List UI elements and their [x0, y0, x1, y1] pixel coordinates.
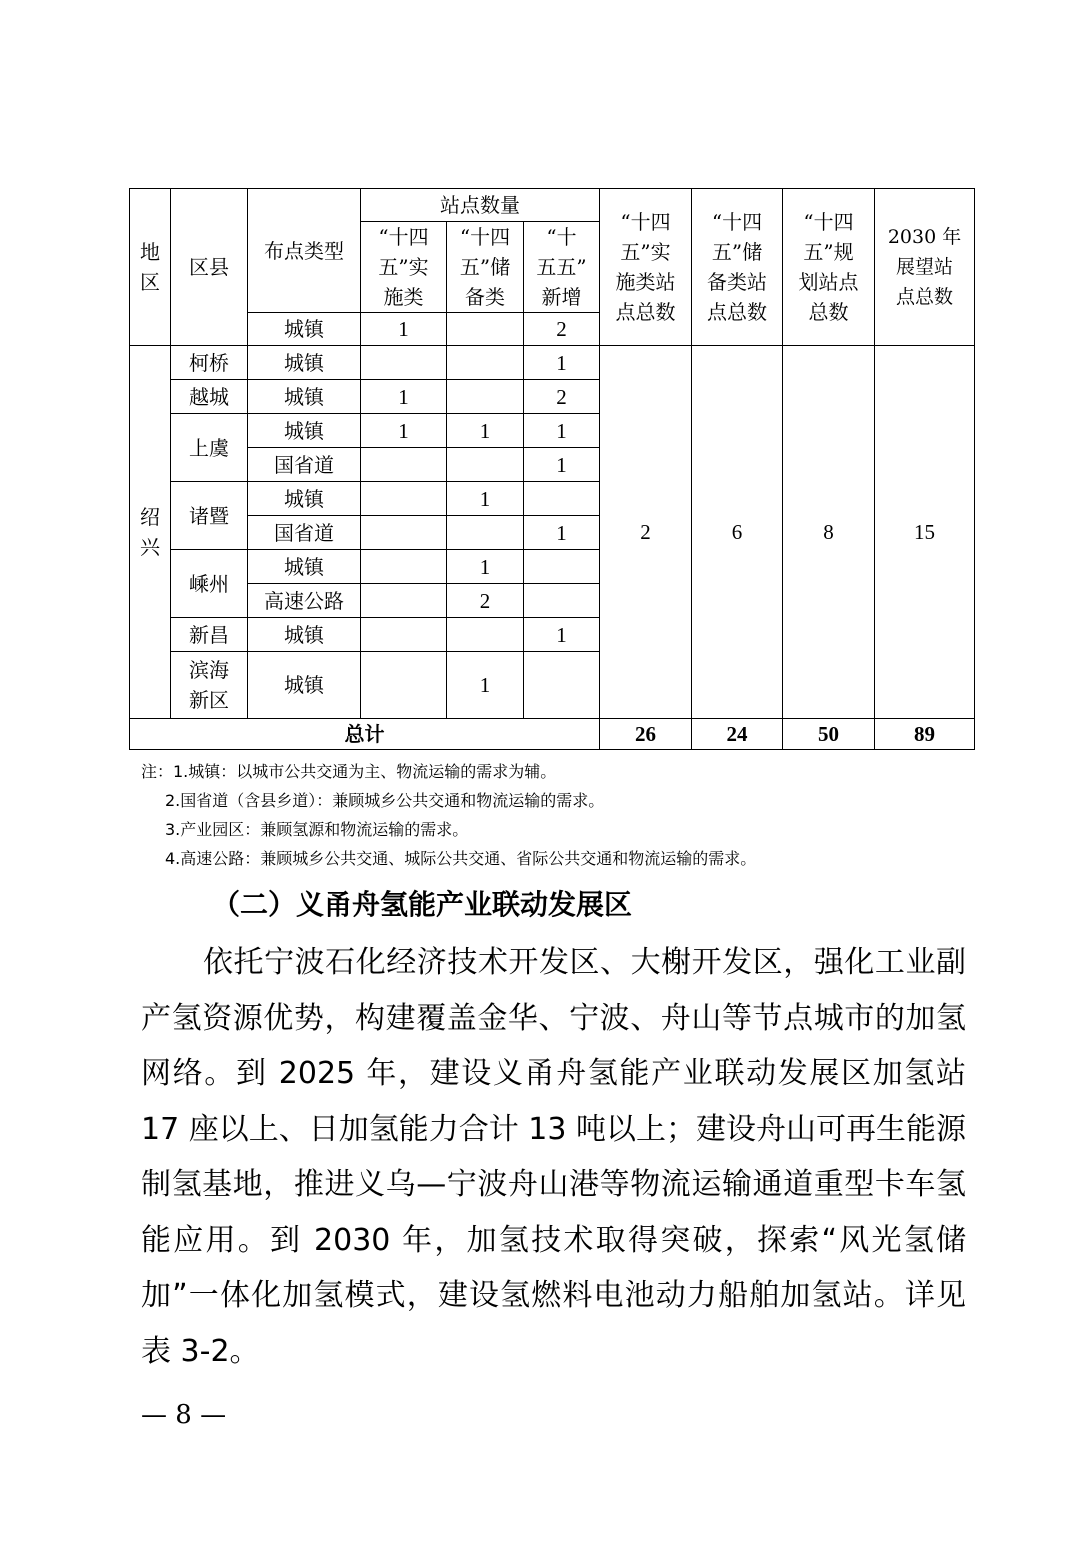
- header-station-count: 站点数量: [361, 189, 600, 222]
- table-notes: [141, 757, 756, 873]
- header-total-implement: “十四 五”实 施类站 点总数: [600, 189, 692, 346]
- header-county: 区县: [171, 189, 248, 346]
- type-cell: 国省道: [248, 448, 361, 482]
- implement-cell: [361, 618, 447, 652]
- grand-total-reserve: 24: [692, 719, 783, 750]
- implement-cell: [361, 584, 447, 618]
- header-region: 地 区: [130, 189, 171, 346]
- table-row: [130, 346, 975, 380]
- reserve-cell: [447, 618, 524, 652]
- new-cell: [524, 550, 600, 584]
- reserve-cell: 1: [447, 414, 524, 448]
- region-total-outlook: 15: [875, 346, 975, 719]
- type-cell: 城镇: [248, 652, 361, 719]
- header-sub-implement: “十四 五”实 施类: [361, 222, 447, 313]
- reserve-cell: 1: [447, 482, 524, 516]
- grand-total-label: 总计: [130, 719, 600, 750]
- region-total-implement: 2: [600, 346, 692, 719]
- county-cell: 滨海 新区: [171, 652, 248, 719]
- note-1: 注：1.城镇：以城市公共交通为主、物流运输的需求为辅。: [141, 762, 557, 781]
- type-cell: 城镇: [248, 618, 361, 652]
- new-cell: [524, 584, 600, 618]
- type-cell: 高速公路: [248, 584, 361, 618]
- type-cell: 国省道: [248, 516, 361, 550]
- new-cell: 1: [524, 448, 600, 482]
- note-3: 3.产业园区：兼顾氢源和物流运输的需求。: [165, 820, 469, 839]
- reserve-cell: [447, 516, 524, 550]
- implement-cell: 1: [361, 380, 447, 414]
- reserve-cell: 1: [447, 550, 524, 584]
- type-cell: 城镇: [248, 346, 361, 380]
- type-cell: 城镇: [248, 414, 361, 448]
- implement-cell: [361, 516, 447, 550]
- type-cell: 城镇: [248, 380, 361, 414]
- county-cell: 上虞: [171, 414, 248, 482]
- region-total-reserve: 6: [692, 346, 783, 719]
- implement-cell: 1: [361, 414, 447, 448]
- county-cell: 嵊州: [171, 550, 248, 618]
- carry-implement: 1: [361, 313, 447, 346]
- implement-cell: [361, 550, 447, 584]
- note-4: 4.高速公路：兼顾城乡公共交通、城际公共交通、省际公共交通和物流运输的需求。: [165, 849, 757, 868]
- region-shaoxing: 绍 兴: [130, 346, 171, 719]
- new-cell: [524, 652, 600, 719]
- header-total-planned: “十四 五”规 划站点 总数: [783, 189, 875, 346]
- section-heading: （二）义甬舟氢能产业联动发展区: [212, 888, 633, 921]
- reserve-cell: [447, 448, 524, 482]
- reserve-cell: 2: [447, 584, 524, 618]
- header-sub-reserve: “十四 五”储 备类: [447, 222, 524, 313]
- reserve-cell: [447, 346, 524, 380]
- implement-cell: [361, 346, 447, 380]
- carry-type: 城镇: [248, 313, 361, 346]
- county-cell: 诸暨: [171, 482, 248, 550]
- county-cell: 柯桥: [171, 346, 248, 380]
- new-cell: 1: [524, 346, 600, 380]
- grand-total-planned: 50: [783, 719, 875, 750]
- type-cell: 城镇: [248, 482, 361, 516]
- header-type: 布点类型: [248, 189, 361, 313]
- grand-total-outlook: 89: [875, 719, 975, 750]
- grand-total-implement: 26: [600, 719, 692, 750]
- new-cell: 1: [524, 618, 600, 652]
- station-table: [129, 188, 975, 750]
- page-number: — 8 —: [141, 1400, 227, 1430]
- county-cell: 新昌: [171, 618, 248, 652]
- type-cell: 城镇: [248, 550, 361, 584]
- new-cell: 1: [524, 414, 600, 448]
- reserve-cell: 1: [447, 652, 524, 719]
- note-2: 2.国省道（含县乡道）：兼顾城乡公共交通和物流运输的需求。: [165, 791, 605, 810]
- body-paragraph: 依托宁波石化经济技术开发区、大榭开发区，强化工业副产氢资源优势，构建覆盖金华、宁波、舟山等节点城市的加氢网络。到 2025 年，建设义甬舟氢能产业联动发展区加氢站 17 座以上、日加氢能力合计 13 吨以上；建设舟山可再生能源制氢基地，推进义乌—宁波舟山港等物流运输通道重型卡车氢能应用。到 2030 年，加氢技术取得突破，探索“风光氢储加”一体化加氢模式，建设氢燃料电池动力船舶加氢站。详见表 3-2。: [141, 945, 966, 1369]
- new-cell: [524, 482, 600, 516]
- region-total-planned: 8: [783, 346, 875, 719]
- implement-cell: [361, 448, 447, 482]
- reserve-cell: [447, 380, 524, 414]
- implement-cell: [361, 652, 447, 719]
- carry-reserve: [447, 313, 524, 346]
- header-total-reserve: “十四 五”储 备类站 点总数: [692, 189, 783, 346]
- county-cell: 越城: [171, 380, 248, 414]
- implement-cell: [361, 482, 447, 516]
- total-row: [130, 719, 975, 750]
- carry-new: 2: [524, 313, 600, 346]
- header-2030-outlook: 2030 年 展望站 点总数: [875, 189, 975, 346]
- new-cell: 2: [524, 380, 600, 414]
- header-sub-new: “十 五五” 新增: [524, 222, 600, 313]
- new-cell: 1: [524, 516, 600, 550]
